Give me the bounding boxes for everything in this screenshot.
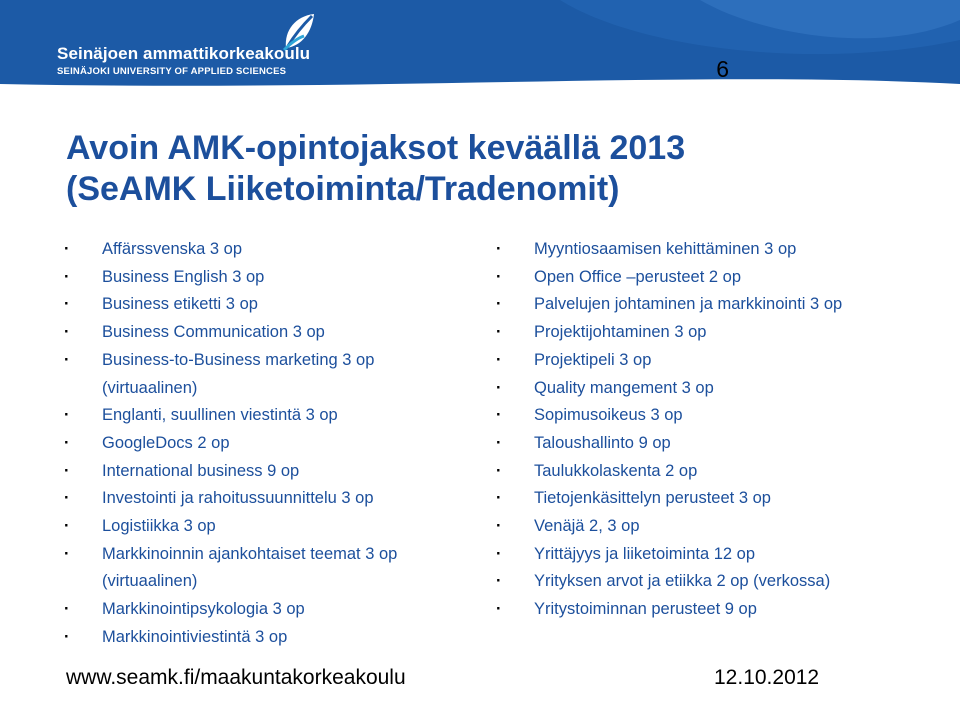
bullet-icon: · xyxy=(496,267,502,286)
course-item xyxy=(62,624,462,652)
bullet-icon: · xyxy=(64,406,70,425)
course-label: Taloushallinto 9 op xyxy=(534,433,671,452)
bullet-icon: · xyxy=(64,433,70,452)
bullet-icon: · xyxy=(496,489,502,508)
course-label: Business etiketti 3 op xyxy=(102,295,258,314)
bullet-icon: · xyxy=(64,489,70,508)
course-label: Investointi ja rahoitussuunnittelu 3 op xyxy=(102,489,374,508)
course-item xyxy=(62,291,462,319)
bullet-icon: · xyxy=(496,461,502,480)
header-banner xyxy=(0,0,960,88)
course-label: Englanti, suullinen viestintä 3 op xyxy=(102,406,338,425)
bullet-icon: · xyxy=(496,240,502,258)
course-label: Logistiikka 3 op xyxy=(102,517,216,536)
course-label: Quality mangement 3 op xyxy=(534,378,714,397)
course-item xyxy=(494,236,934,264)
course-label: Business-to-Business marketing 3 op (virtuaalinen) xyxy=(102,350,375,397)
bullet-icon: · xyxy=(496,350,502,369)
course-item xyxy=(494,568,934,596)
bullet-icon: · xyxy=(64,350,70,369)
course-item xyxy=(494,319,934,347)
footer-date: 12.10.2012 xyxy=(714,666,820,689)
course-item xyxy=(62,236,462,264)
course-label: International business 9 op xyxy=(102,461,300,480)
bullet-icon: · xyxy=(64,267,70,286)
school-subtitle: SEINÄJOKI UNIVERSITY OF APPLIED SCIENCES xyxy=(57,66,287,77)
bullet-icon: · xyxy=(496,572,502,591)
course-list-right xyxy=(494,236,934,624)
course-label: Affärssvenska 3 op xyxy=(102,240,243,258)
school-name: Seinäjoen ammattikorkeakoulu xyxy=(57,44,311,63)
course-label: Myyntiosaamisen kehittäminen 3 op xyxy=(534,240,797,258)
bullet-icon: · xyxy=(496,517,502,536)
course-item xyxy=(494,375,934,403)
course-label: Tietojenkäsittelyn perusteet 3 op xyxy=(534,489,771,508)
bullet-icon: · xyxy=(496,323,502,342)
slide-number: 6 xyxy=(716,56,729,82)
course-item xyxy=(62,541,462,596)
bullet-icon: · xyxy=(496,295,502,314)
course-item xyxy=(494,291,934,319)
slide-title xyxy=(66,128,926,210)
course-item xyxy=(494,347,934,375)
course-label: Markkinointipsykologia 3 op xyxy=(102,600,305,619)
bullet-icon: · xyxy=(64,517,70,536)
bullet-icon: · xyxy=(496,544,502,563)
course-label: Yrittäjyys ja liiketoiminta 12 op xyxy=(534,544,756,563)
course-label: Business Communication 3 op xyxy=(102,323,325,342)
course-label: Markkinoinnin ajankohtaiset teemat 3 op (virtuaalinen) xyxy=(102,544,398,591)
course-item xyxy=(494,458,934,486)
course-label: Palvelujen johtaminen ja markkinointi 3 op xyxy=(534,295,843,314)
course-label: Sopimusoikeus 3 op xyxy=(534,406,683,425)
slide-title-line-2: (SeAMK Liiketoiminta/Tradenomit) xyxy=(66,170,620,208)
course-label: Business English 3 op xyxy=(102,267,265,286)
course-item xyxy=(494,513,934,541)
slide-title-line-1: Avoin AMK-opintojaksot keväällä 2013 xyxy=(66,129,686,167)
course-item xyxy=(62,458,462,486)
course-item xyxy=(62,319,462,347)
course-label: Markkinointiviestintä 3 op xyxy=(102,627,288,646)
bullet-icon: · xyxy=(64,627,70,646)
course-item xyxy=(494,485,934,513)
course-label: Projektijohtaminen 3 op xyxy=(534,323,707,342)
course-label: Taulukkolaskenta 2 op xyxy=(534,461,698,480)
bullet-icon: · xyxy=(64,240,70,258)
course-item xyxy=(62,513,462,541)
course-item xyxy=(494,402,934,430)
course-label: Open Office –perusteet 2 op xyxy=(534,267,741,286)
bullet-icon: · xyxy=(64,600,70,619)
course-item xyxy=(62,264,462,292)
course-item xyxy=(62,402,462,430)
bullet-icon: · xyxy=(496,378,502,397)
school-logo[interactable] xyxy=(57,10,317,80)
bullet-icon: · xyxy=(496,406,502,425)
course-item xyxy=(62,596,462,624)
bullet-icon: · xyxy=(64,295,70,314)
course-label: Yrityksen arvot ja etiikka 2 op (verkossa) xyxy=(534,572,831,591)
bullet-icon: · xyxy=(64,323,70,342)
footer-url-link[interactable]: www.seamk.fi/maakuntakorkeakoulu xyxy=(66,666,406,689)
course-label: GoogleDocs 2 op xyxy=(102,433,230,452)
course-item xyxy=(62,430,462,458)
bullet-icon: · xyxy=(496,600,502,619)
course-label: Yritystoiminnan perusteet 9 op xyxy=(534,600,757,619)
course-item xyxy=(494,264,934,292)
course-item xyxy=(494,541,934,569)
bullet-icon: · xyxy=(64,461,70,480)
course-item xyxy=(494,430,934,458)
bullet-icon: · xyxy=(496,433,502,452)
course-label: Venäjä 2, 3 op xyxy=(534,517,640,536)
course-list-left xyxy=(62,236,462,652)
course-item xyxy=(494,596,934,624)
course-label: Projektipeli 3 op xyxy=(534,350,652,369)
course-item xyxy=(62,485,462,513)
bullet-icon: · xyxy=(64,544,70,563)
course-item xyxy=(62,347,462,402)
